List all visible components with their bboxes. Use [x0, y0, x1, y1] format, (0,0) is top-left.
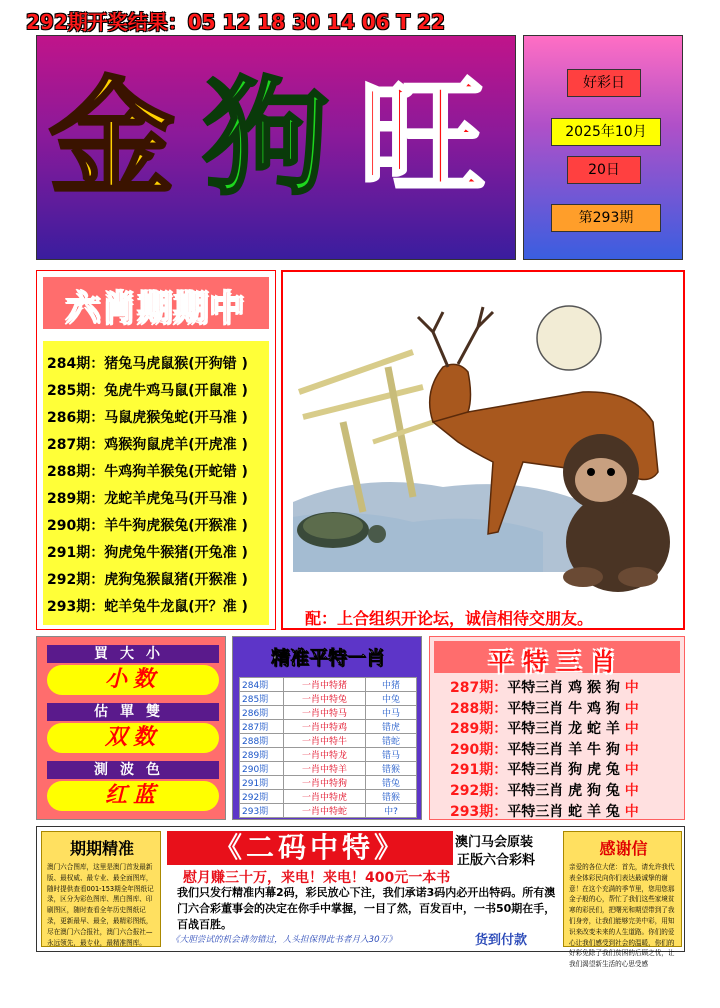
precise-issue-cell: 288期	[240, 734, 284, 748]
odd-even-label: 估單雙	[47, 703, 219, 721]
thanks-letter-title: 感谢信	[599, 839, 648, 858]
big-small-value: 小数	[47, 665, 219, 695]
precise-pick-cell: 一肖中特虎	[284, 790, 366, 804]
wave-color-value: 红蓝	[47, 781, 219, 811]
flat-three-picks: 平特三肖 虎 狗 兔	[507, 783, 625, 799]
ad-body: 我们只发行精准内幕2码，彩民放心下注，我们承诺3码内必开出特码。所有澳门六合彩董事会的决定在你手中掌握，一目了然，百发百中，一书50期在手，百战百胜。	[177, 886, 556, 931]
precise-issue-cell: 291期	[240, 776, 284, 790]
flat-three-issue: 288期：	[450, 700, 508, 717]
banner-char-jin: 金	[49, 65, 175, 212]
cash-on-delivery: 货到付款	[475, 933, 528, 948]
big-small-panel	[36, 636, 226, 820]
flat-three-issue: 293期：	[450, 803, 508, 820]
big-small-label: 買大小	[47, 645, 219, 663]
accuracy-box	[41, 831, 161, 947]
illustration-image	[283, 272, 683, 602]
flat-three-issue: 290期：	[450, 741, 508, 758]
date-panel	[523, 35, 683, 260]
precise-result-cell: 错马	[366, 748, 417, 762]
precise-pick-cell: 一肖中特龙	[284, 748, 366, 762]
lucky-day-badge: 好彩日	[567, 69, 641, 97]
precise-pick-cell: 一肖中特羊	[284, 762, 366, 776]
precise-table-row	[240, 762, 417, 776]
flat-three-panel	[429, 636, 685, 820]
lottery-result-line: 292期开奖结果：05 12 18 30 14 06 T 22	[26, 10, 445, 34]
precise-table-row	[240, 790, 417, 804]
six-zodiac-list	[43, 341, 269, 625]
flat-three-row	[450, 677, 639, 697]
precise-result-cell: 中兔	[366, 692, 417, 706]
six-zodiac-row: 284期：猪兔马虎鼠猴(开狗错 )	[47, 356, 248, 372]
flat-three-issue: 291期：	[450, 762, 508, 779]
precise-result-cell: 中猪	[366, 678, 417, 692]
flat-three-hit: 中	[624, 803, 639, 820]
flat-three-picks: 平特三肖 龙 蛇 羊	[507, 721, 625, 738]
flat-three-issue: 292期：	[450, 783, 508, 799]
date-month: 2025年10月	[551, 118, 661, 146]
six-zodiac-panel	[36, 270, 276, 630]
precise-issue-cell: 287期	[240, 720, 284, 734]
flat-three-hit: 中	[624, 721, 639, 738]
precise-pick-cell: 一肖中特牛	[284, 734, 366, 748]
flat-three-title: 平特三肖	[489, 648, 625, 676]
issue-number: 第293期	[551, 204, 661, 232]
precise-zodiac-title: 精准平特一肖	[270, 647, 385, 669]
precise-issue-cell: 290期	[240, 762, 284, 776]
precise-table-row	[240, 748, 417, 762]
precise-table-row	[240, 706, 417, 720]
banner-char-wang: 旺	[359, 65, 485, 212]
flat-three-hit: 中	[624, 680, 639, 696]
six-zodiac-title-box	[43, 277, 269, 329]
flat-three-issue: 289期：	[450, 721, 508, 738]
flat-three-picks: 平特三肖 鸡 猴 狗	[507, 680, 625, 696]
ad-side-line-2: 正版六合彩料	[457, 853, 536, 868]
accuracy-title: 期期精准	[69, 839, 134, 858]
six-zodiac-row: 287期：鸡猴狗鼠虎羊(开虎准 )	[47, 437, 248, 453]
ad-footnote: 《大胆尝试的机会请勿错过，人头担保得此书者月入30万》	[171, 935, 397, 945]
six-zodiac-row: 292期：虎狗兔猴鼠猪(开猴准 )	[47, 572, 248, 588]
precise-pick-cell: 一肖中特马	[284, 706, 366, 720]
precise-zodiac-table	[239, 677, 417, 818]
flat-three-issue: 287期：	[450, 680, 508, 696]
precise-pick-cell: 一肖中特鸡	[284, 720, 366, 734]
date-day: 20日	[567, 156, 641, 184]
precise-issue-cell: 285期	[240, 692, 284, 706]
six-zodiac-row: 286期：马鼠虎猴兔蛇(开马准 )	[47, 410, 248, 426]
flat-three-row	[450, 698, 639, 718]
precise-pick-cell: 一肖中特狗	[284, 776, 366, 790]
flat-three-hit: 中	[624, 762, 639, 779]
flat-three-picks: 平特三肖 羊 牛 狗	[507, 741, 625, 758]
six-zodiac-row: 285期：兔虎牛鸡马鼠(开鼠准 )	[47, 383, 248, 399]
odd-even-value: 双数	[47, 723, 219, 753]
ad-title: 《二码中特》	[213, 831, 406, 864]
thanks-letter-text: 亲爱的各位大佬：首先，请允许我代表全体彩民向你们表达最诚挚的谢意！在这个充满的季节里，您用您那金子般的心，帮忙了我们这些家境贫寒的彩民们，把曙光和期望带到了我们身旁，让我们能够完美中彩，用知识来改变未来的人生道路。你们的爱心让我们感受到社会的温暖，你们的好彩免除了我们贫困的后顾之忧，让我们渴望新生活的心思受感	[569, 863, 675, 969]
flat-three-picks: 平特三肖 蛇 羊 兔	[507, 803, 625, 820]
precise-pick-cell: 一肖中特蛇	[284, 804, 366, 818]
precise-table-row	[240, 720, 417, 734]
precise-pick-cell: 一肖中特猪	[284, 678, 366, 692]
illustration-panel	[281, 270, 685, 630]
flat-three-hit: 中	[624, 783, 639, 799]
flat-three-row	[450, 739, 639, 759]
six-zodiac-title: 六肖期期中	[66, 289, 246, 329]
precise-result-cell: 中?	[366, 804, 417, 818]
precise-result-cell: 错蛇	[366, 734, 417, 748]
precise-table-row	[240, 804, 417, 818]
bottom-ad-section	[36, 826, 685, 969]
flat-three-picks: 平特三肖 狗 虎 兔	[507, 762, 625, 779]
flat-three-row	[450, 780, 639, 800]
six-zodiac-row: 290期：羊牛狗虎猴兔(开猴准 )	[47, 518, 248, 534]
precise-table-row	[240, 692, 417, 706]
title-banner	[36, 35, 516, 260]
flat-three-row	[450, 801, 639, 821]
flat-three-picks: 平特三肖 牛 鸡 狗	[507, 700, 625, 717]
thanks-letter-box	[563, 831, 682, 969]
six-zodiac-row: 288期：牛鸡狗羊猴兔(开蛇错 )	[47, 464, 248, 480]
ad-slogan: 慰月赚三十万，来电！来电！400元一本书	[183, 870, 451, 886]
precise-issue-cell: 286期	[240, 706, 284, 720]
precise-issue-cell: 293期	[240, 804, 284, 818]
precise-zodiac-panel	[232, 636, 422, 820]
precise-issue-cell: 292期	[240, 790, 284, 804]
precise-table-row	[240, 776, 417, 790]
precise-table-row	[240, 678, 417, 692]
precise-result-cell: 错兔	[366, 776, 417, 790]
flat-three-hit: 中	[624, 700, 639, 717]
precise-result-cell: 错猴	[366, 762, 417, 776]
wave-color-label: 測波色	[47, 761, 219, 779]
precise-result-cell: 中马	[366, 706, 417, 720]
precise-issue-cell: 289期	[240, 748, 284, 762]
flat-three-hit: 中	[624, 741, 639, 758]
flat-three-title-box	[434, 641, 680, 676]
precise-issue-cell: 284期	[240, 678, 284, 692]
flat-three-row	[450, 718, 639, 738]
precise-result-cell: 错猴	[366, 790, 417, 804]
accuracy-text: 澳门六合图库，这里是澳门首发最新版、最权威、最专业、最全面图库，随时提供查看001-153期全年图纸记录，区分为彩色图库、黑白图库、印刷图区，随时查看全年历史图纸记录，更新最早、最全，最精彩图纸，尽在澳门六合报社，澳门六合报社—永远领先，最专业，最精准图库。	[47, 863, 154, 947]
precise-result-cell: 错虎	[366, 720, 417, 734]
illustration-caption: 配：上合组织开论坛，诚信相待交朋友。	[305, 609, 594, 628]
six-zodiac-row: 293期：蛇羊兔牛龙鼠(开？准 )	[47, 599, 248, 615]
precise-pick-cell: 一肖中特兔	[284, 692, 366, 706]
flat-three-row	[450, 759, 639, 779]
precise-table-row	[240, 734, 417, 748]
ad-side-line-1: 澳门马会原装	[455, 835, 534, 850]
banner-char-gou: 狗	[203, 65, 329, 212]
six-zodiac-row: 289期：龙蛇羊虎兔马(开马准 )	[47, 491, 248, 507]
six-zodiac-row: 291期：狗虎兔牛猴猪(开兔准 )	[47, 545, 248, 561]
ad-banner	[167, 831, 453, 865]
